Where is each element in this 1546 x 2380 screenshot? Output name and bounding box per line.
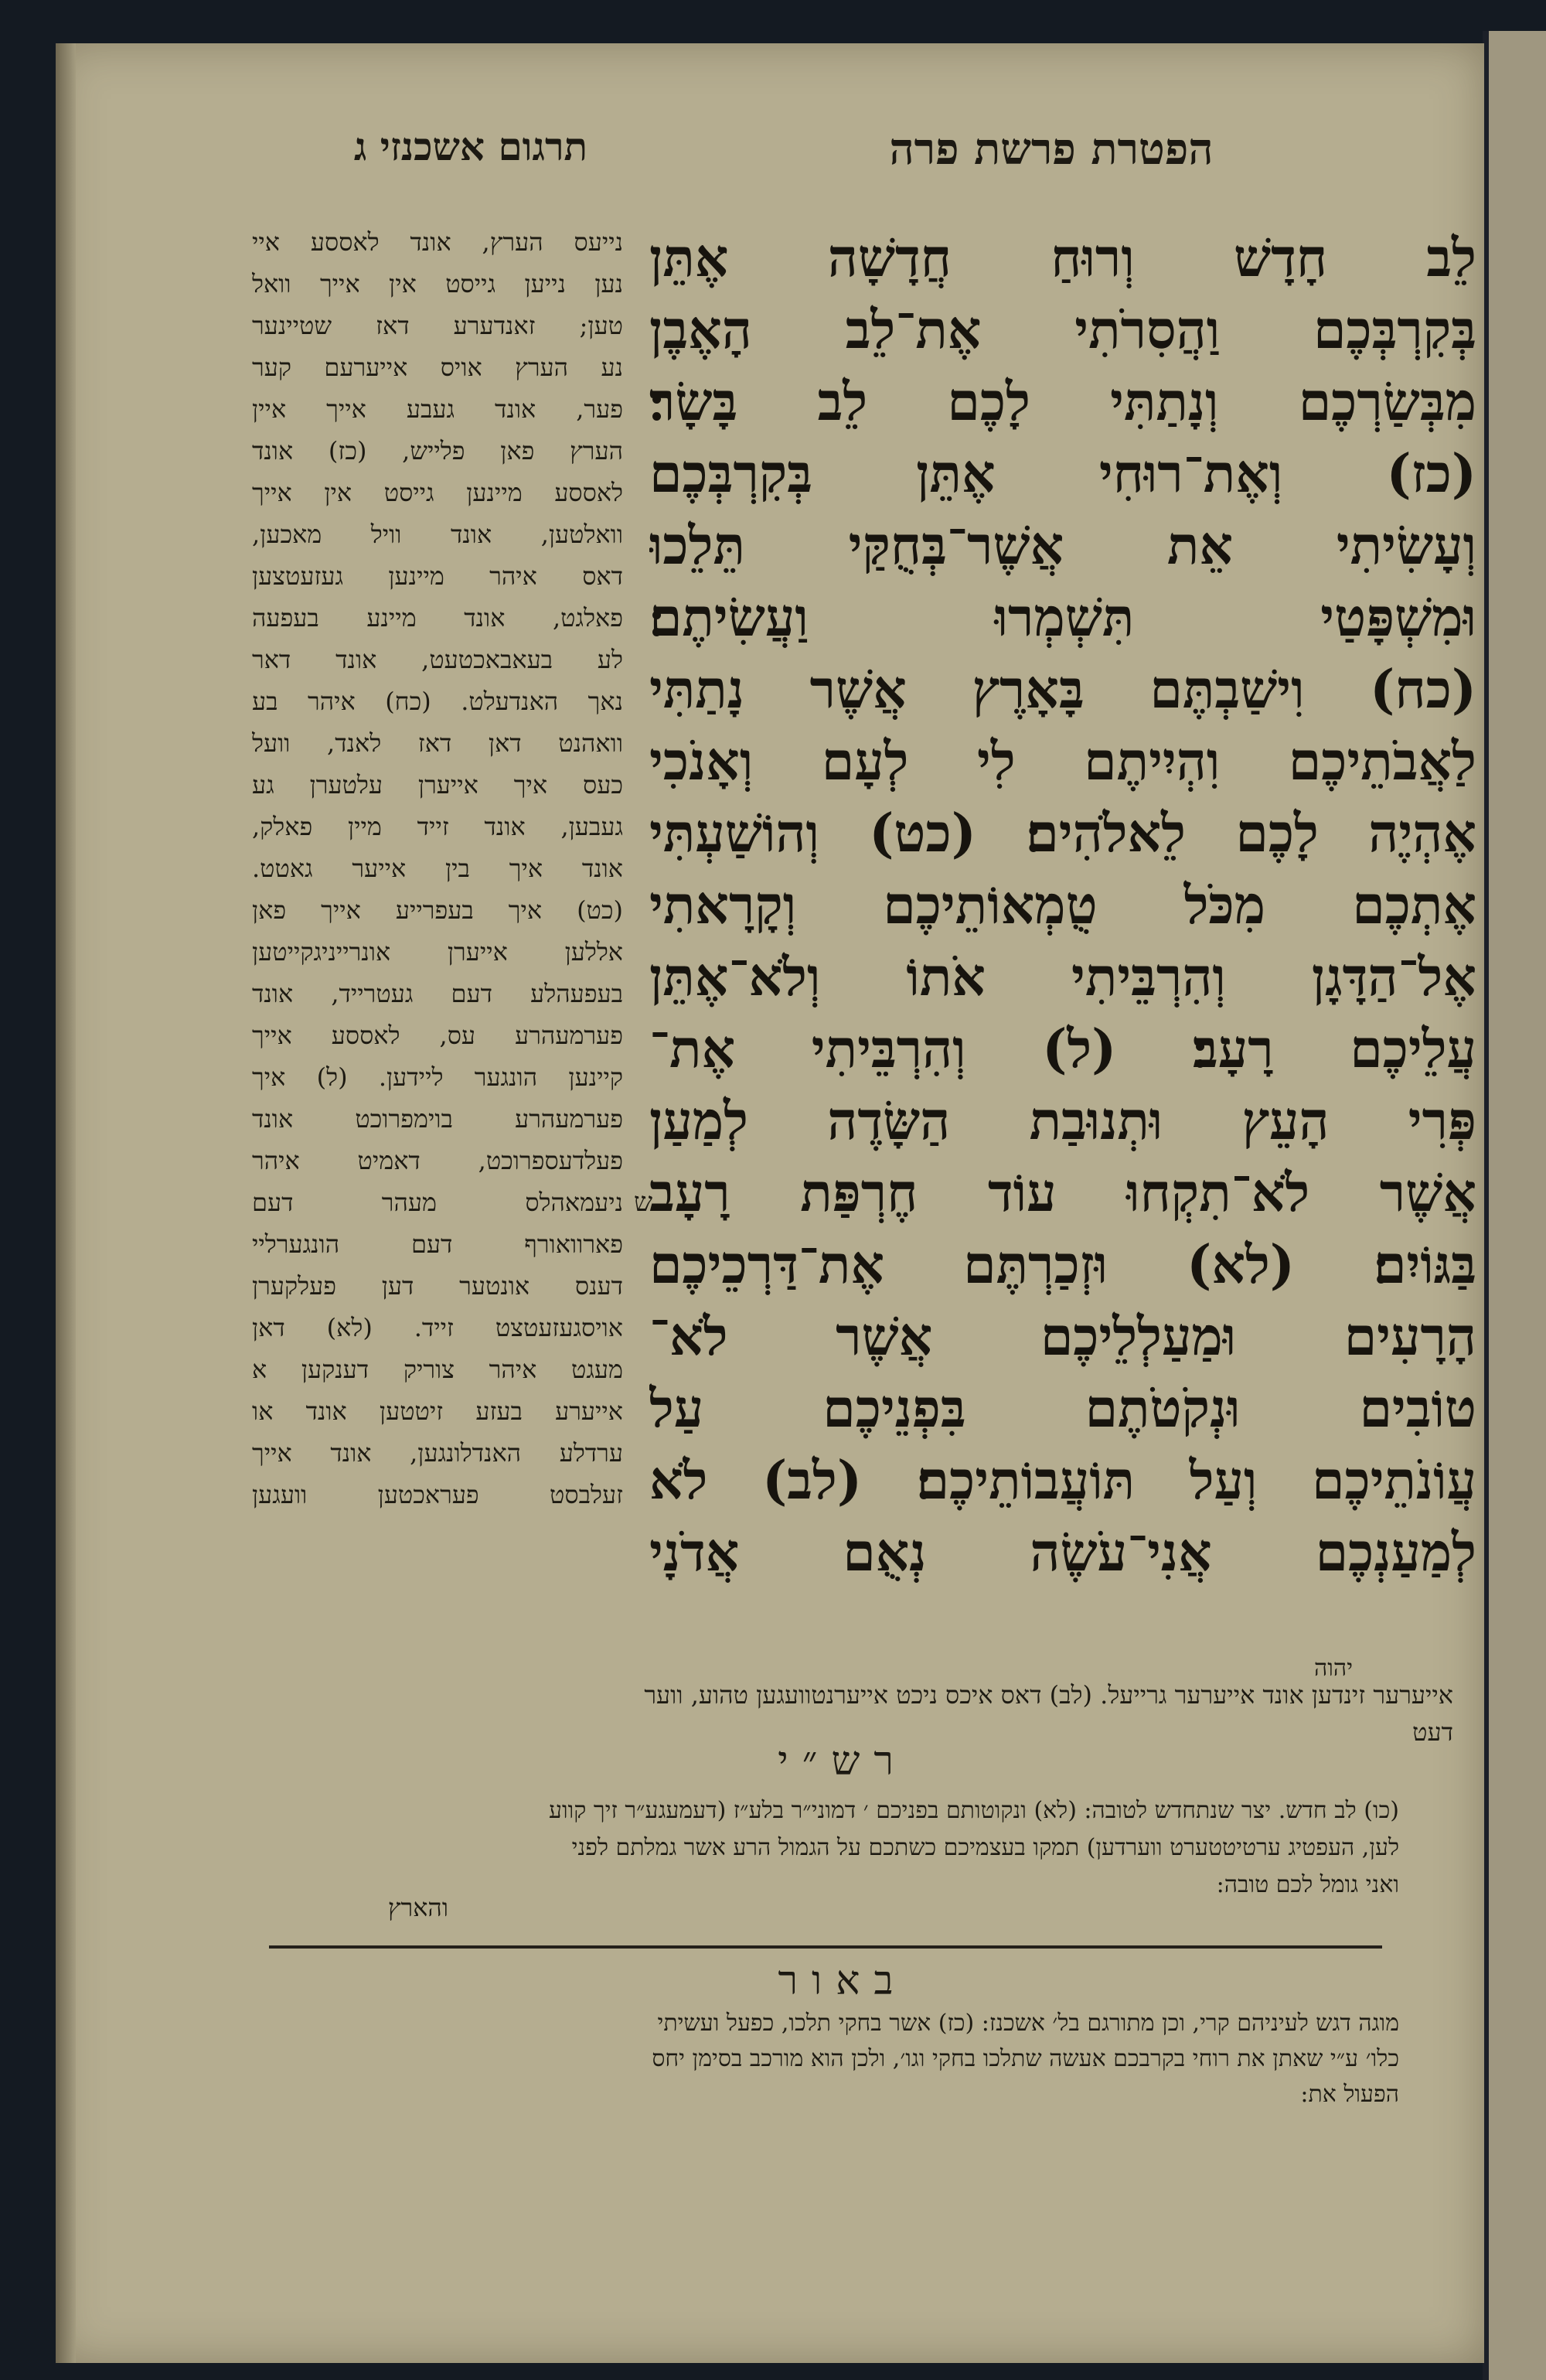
translation-line: אללען אייערן אונרייניגקייטען [252, 937, 623, 967]
hebrew-text-column [649, 223, 1476, 1589]
rashi-commentary [263, 1792, 1399, 1904]
translation-line: כעס איך אייערן עלטערן גע [252, 770, 623, 800]
translation-line: נייעס הערץ, אונד לאססע איי [252, 227, 623, 257]
hebrew-line: אֲשֶׁר לֹא־תִקְחוּ עוֹד חֶרְפַּת רָעָב [649, 1162, 1476, 1224]
translation-line: נאך האנדעלט. (כח) איהר בע [252, 687, 623, 716]
translation-line: ניעמאהלס מעהר דעם [252, 1188, 623, 1217]
hebrew-line: עֲוֹנֹתֵיכֶם וְעַל תּוֹעֲבוֹתֵיכֶם׃ (לב) לֹא [649, 1450, 1476, 1512]
biur-line: כלו׳ ע״י שאתן את רוחי בקרבכם אעשה שתלכו בחקי וגו׳, ולכן הוא מורכב בסימן יחס [652, 2045, 1399, 2072]
translation-line: נען נייען גייסט אין אייך וואל [252, 269, 623, 298]
rashi-line: לען, העפטיג ערטיטטערט ווערדען) תמקו בעצמיכם כשתכם על הגמול הרע אשר גמלתם לפני [571, 1834, 1399, 1861]
translation-line: קיינען הונגער ליידען. (ל) איך [252, 1062, 623, 1092]
biur-line: מוגה דגש לעיניהם קרי, וכן מתורגם בל׳ אשכנז: (כז) אשר בחקי תלכו, כפעל ועשיתי [657, 2010, 1399, 2037]
translation-line: דאס איהר מיינען געזעטצען [252, 561, 623, 591]
translation-line: אויסגעזעטצט זייד. (לא) דאן [252, 1313, 623, 1342]
page-binding-edge [56, 43, 76, 2363]
translation-line: ערדלע האנדלונגען, אונד אייך [252, 1438, 623, 1468]
translation-line: מעגט איהר צוריק דענקען א [252, 1355, 623, 1384]
translation-line: פערמעהרע בוימפרוכט אונד [252, 1104, 623, 1134]
hebrew-line: (כז) וְאֶת־רוּחִי אֶתֵּן בְּקִרְבְּכֶם [649, 443, 1476, 505]
rashi-line: (כו) לב חדש. יצר שנתחדש לטובה: (לא) ונקוטותם בפניכם ׳ דמוני״ר בלע״ז (דעמעגע״ר זיך קווע [548, 1797, 1399, 1824]
hebrew-line: לֵב חָדָשׁ וְרוּחַ חֲדָשָׁה אֶתֵּן [649, 227, 1476, 289]
translation-line: פערמעהרע עס, לאססע אייך [252, 1021, 623, 1050]
translation-line: געבען, אונד זייד מיין פאלק, [252, 812, 623, 841]
margin-mark: ש [634, 1187, 653, 1218]
translation-line: אייערע בעזע זיטטען אונד או [252, 1396, 623, 1426]
header-haftarah-title: הפטרת פרשת פרה [889, 124, 1214, 175]
translation-line: פעלדעספרוכט, דאמיט איהר [252, 1146, 623, 1175]
translation-line: וואהנט דאן דאז לאנד, וועל [252, 728, 623, 758]
biur-commentary [263, 2006, 1399, 2112]
translation-line: דענס אונטער דען פעלקערן [252, 1271, 623, 1301]
translation-line: פארוואורף דעם הונגערליי [252, 1229, 623, 1259]
translation-line: וואלטען, אונד וויל מאכען, [252, 520, 623, 549]
translation-column [252, 221, 623, 1516]
translation-line: אונד איך בין אייער גאטט. [252, 854, 623, 883]
continuation-line: אייערער זינדען אונד אייערער גרייעל. (לב) דאס איכס ניכט אייערנטוועגען טהוע, ווער [644, 1680, 1453, 1710]
biur-line: הפעול את: [1300, 2081, 1399, 2108]
hebrew-line: בַּגּוֹיִם׃ (לא) וּזְכַרְתֶּם אֶת־דַּרְכֵיכֶם [649, 1234, 1476, 1296]
catchword: והארץ [387, 1893, 448, 1922]
translation-line: נע הערץ אויס אייערעם קער [252, 353, 623, 382]
biur-heading: באור [778, 1958, 908, 2004]
section-divider [269, 1945, 1382, 1949]
continuation-line: דעט [1412, 1717, 1453, 1747]
hebrew-line: טוֹבִים וּנְקֹטֹתֶם בִּפְנֵיכֶם עַל [649, 1378, 1476, 1440]
rashi-line: ואני גומל לכם טובה: [1216, 1871, 1399, 1898]
hebrew-line: בְּקִרְבְּכֶם וַהֲסִרֹתִי אֶת־לֵב הָאֶבֶן [649, 299, 1476, 361]
translation-line: טען; זאנדערע דאז שטיינער [252, 311, 623, 340]
next-page-edge [1487, 31, 1546, 2380]
header-translation-title: תרגום אשכנזי ג [353, 124, 587, 169]
hebrew-line: מִבְּשַׂרְכֶם וְנָתַתִּי לָכֶם לֵב בָּשָׂר׃ [649, 371, 1476, 433]
rashi-heading: רש״י [778, 1738, 908, 1785]
translation-line: זעלבסט פעראכטען וועגען [252, 1480, 623, 1509]
hebrew-line: אֶתְכֶם מִכֹּל טֻמְאוֹתֵיכֶם וְקָרָאתִי [649, 875, 1476, 936]
hebrew-line: עֲלֵיכֶם רָעָב׃ (ל) וְהִרְבֵּיתִי אֶת־ [649, 1018, 1476, 1080]
translation-line: פער, אונד געבע אייך איין [252, 394, 623, 424]
translation-line: לאססע מיינען גייסט אין אייך [252, 478, 623, 507]
translation-line: לע בעאבאכטעט, אונד דאר [252, 645, 623, 674]
hebrew-line: לְמַעַנְכֶם אֲנִי־עֹשֶׂה נְאֻם אֲדֹנָי [649, 1522, 1476, 1584]
hebrew-line: אֶל־הַדָּגָן וְהִרְבֵּיתִי אֹתוֹ וְלֹא־אֶתֵּן [649, 946, 1476, 1008]
hebrew-line: פְּרִי הָעֵץ וּתְנוּבַת הַשָּׂדֶה לְמַעַן [649, 1090, 1476, 1152]
translation-line: (כט) איך בעפרייע אייך פאן [252, 895, 623, 925]
hebrew-line: וּמִשְׁפָּטַי תִּשְׁמְרוּ וַעֲשִׂיתֶם׃ [649, 587, 1476, 649]
translation-line: פאלגט, אונד מיינע בעפעה [252, 603, 623, 633]
hebrew-line: הָרָעִים וּמַעַלְלֵיכֶם אֲשֶׁר לֹא־ [649, 1306, 1476, 1368]
translation-line: הערץ פאן פלייש, (כז) אונד [252, 436, 623, 465]
hebrew-line: אֶהְיֶה לָכֶם לֵאלֹהִים׃ (כט) וְהוֹשַׁעְתִּי [649, 803, 1476, 864]
hebrew-line: וְעָשִׂיתִי אֵת אֲשֶׁר־בְּחֻקַּי תֵּלֵכוּ [649, 515, 1476, 577]
translation-line: בעפעהלע דעם געטרייד, אונד [252, 979, 623, 1008]
hebrew-line: לַאֲבֹתֵיכֶם וִהְיִיתֶם לִי לְעָם וְאָנֹכִי [649, 731, 1476, 793]
hebrew-line: (כח) וִישַׁבְתֶּם בָּאָרֶץ אֲשֶׁר נָתַתִּי [649, 659, 1476, 721]
footer-word: יהוה [1314, 1655, 1354, 1682]
